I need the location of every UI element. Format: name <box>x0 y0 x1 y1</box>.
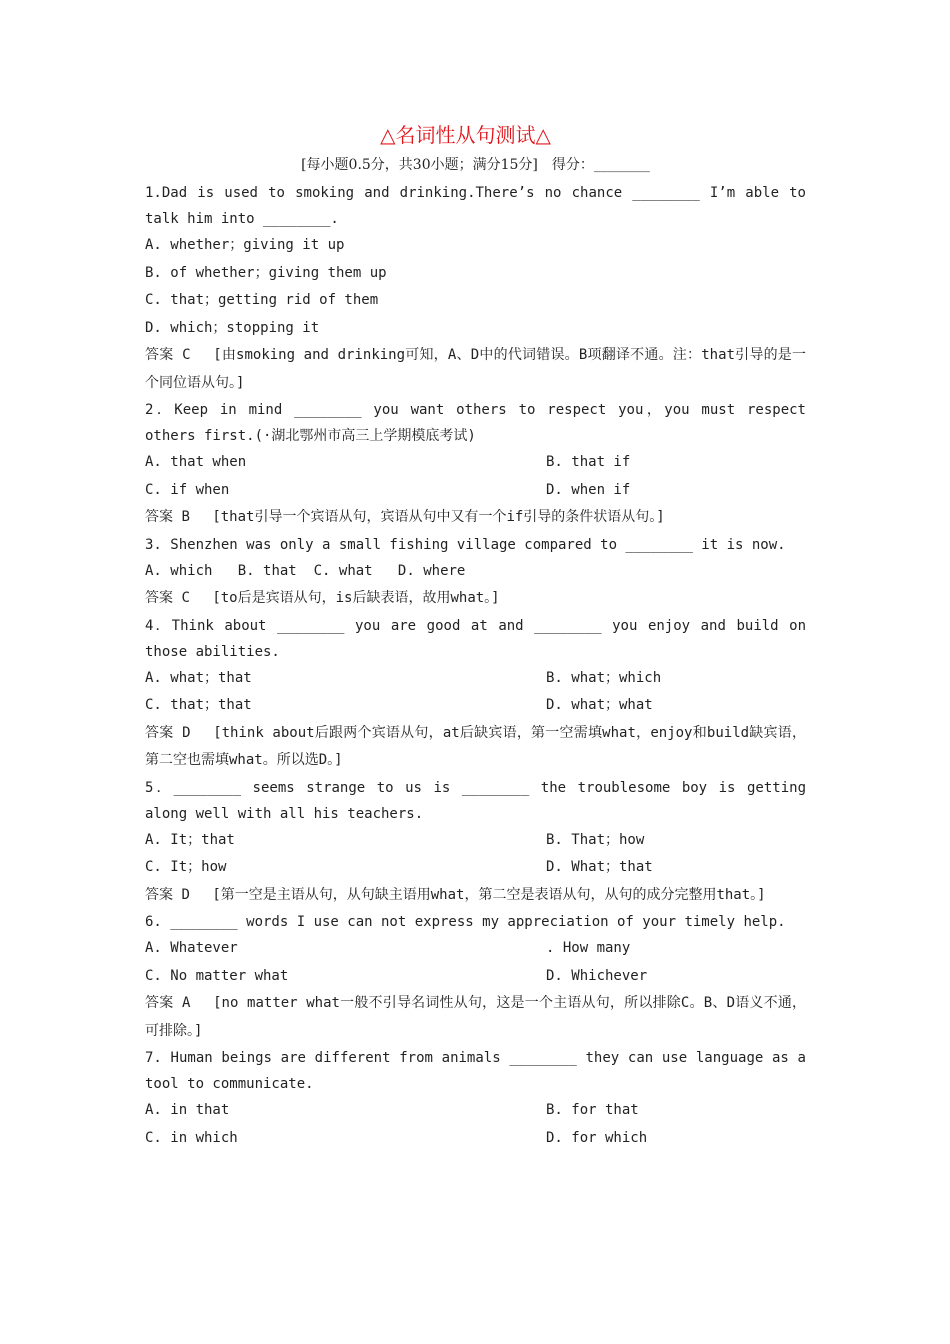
option-d: D. Whichever <box>546 967 648 984</box>
option-d: D. what；what <box>546 697 653 713</box>
page-title: △名词性从句测试△ <box>380 123 551 147</box>
option-a: A. which <box>145 562 213 579</box>
question-stem: 5．________ seems strange to us is ________ the troublesome boy is getting along well with all his teachers. <box>145 779 806 822</box>
question-4 <box>145 613 806 775</box>
options-inline <box>145 558 806 586</box>
answer-letter: A <box>182 995 191 1011</box>
option-c: C. It；how <box>145 859 227 875</box>
option-d: D. What；that <box>546 859 653 875</box>
answer-explanation: [no matter what一般不引导名词性从句，这是一个主语从句，所以排除C。B、D语义不通，可排除。] <box>145 995 807 1039</box>
document-page <box>145 118 806 1152</box>
answer-explanation: [由smoking and drinking可知，A、D中的代词错误。B项翻译不通。注：that引导的是一个同位语从句。] <box>145 347 807 391</box>
question-6 <box>145 909 806 1045</box>
question-5 <box>145 775 806 910</box>
answer <box>145 585 806 613</box>
option-c: C. in which <box>145 1129 238 1146</box>
answer-explanation: [think about后跟两个宾语从句，at后缺宾语，第一空需填what，enjoy和build缺宾语，第二空也需填what。所以选D。] <box>145 724 806 768</box>
question-stem: 3. Shenzhen was only a small fishing village compared to ________ it is now. <box>145 536 786 553</box>
answer-label: 答案 <box>145 347 174 363</box>
answer-label: 答案 <box>145 509 173 525</box>
answer-explanation: [第一空是主语从句，从句缺主语用what，第二空是表语从句，从句的成分完整用that。] <box>212 886 766 903</box>
answer-letter: D <box>181 886 190 903</box>
option-d: D. when if <box>546 481 631 498</box>
answer-label: 答案 <box>145 886 173 903</box>
option-b: B. That；how <box>546 831 645 848</box>
question-stem: 2．Keep in mind ________ you want others to respect you，you must respect others first.(·湖北鄂州市高三上学期模底考试) <box>145 402 806 444</box>
option-b: B. that if <box>546 454 631 470</box>
option-c: C. that；that <box>145 697 252 713</box>
option-d: D. which；stopping it <box>145 319 320 336</box>
answer-letter: C <box>181 590 190 606</box>
option-c: C. that；getting rid of them <box>145 292 379 308</box>
question-stem: 7. Human beings are different from animals ________ they can use language as a tool to communicate. <box>145 1050 806 1092</box>
option-b: B. of whether；giving them up <box>145 264 387 281</box>
option-d: D. where <box>397 562 466 579</box>
question-stem: 4．Think about ________ you are good at and ________ you enjoy and build on those abilities. <box>145 617 806 660</box>
question-7 <box>145 1045 806 1152</box>
option-a: A. in that <box>145 1102 230 1118</box>
answer <box>145 882 806 910</box>
question-3 <box>145 532 806 613</box>
score-info: [每小题0.5分，共30小题；满分15分] 得分：________ <box>301 157 650 173</box>
option-a: A. what；that <box>145 669 252 686</box>
answer-letter: C <box>182 347 191 363</box>
answer <box>145 504 806 532</box>
answer-label: 答案 <box>145 590 173 606</box>
answer-label: 答案 <box>145 724 174 741</box>
option-a: A. Whatever <box>145 940 238 956</box>
option-a: A. It；that <box>145 831 235 848</box>
answer <box>145 990 806 1045</box>
answer-label: 答案 <box>145 995 174 1011</box>
question-stem: 6. ________ words I use can not express my appreciation of your timely help. <box>145 914 786 930</box>
answer-explanation: [that引导一个宾语从句，宾语从句中又有一个if引导的条件状语从句。] <box>212 509 665 525</box>
option-d: D. for which <box>546 1129 648 1146</box>
answer <box>145 720 806 775</box>
option-a: A. whether；giving it up <box>145 237 345 253</box>
answer-letter: B <box>181 509 190 525</box>
question-stem: 1.Dad is used to smoking and drinking.There’s no chance ________ I’m able to talk him into ________. <box>145 185 806 227</box>
option-a: A. that when <box>145 454 247 470</box>
question-1 <box>145 180 806 397</box>
option-b: . How many <box>546 940 631 956</box>
question-2 <box>145 397 806 532</box>
answer-letter: D <box>182 724 191 741</box>
answer <box>145 342 806 397</box>
option-b: B. for that <box>546 1102 639 1118</box>
option-c: C. what <box>313 562 373 579</box>
option-c: C. if when <box>145 481 230 498</box>
option-b: B. what；which <box>546 669 662 686</box>
answer-explanation: [to后是宾语从句，is后缺表语，故用what。] <box>212 590 500 606</box>
option-b: B. that <box>237 562 297 579</box>
option-c: C. No matter what <box>145 967 289 984</box>
